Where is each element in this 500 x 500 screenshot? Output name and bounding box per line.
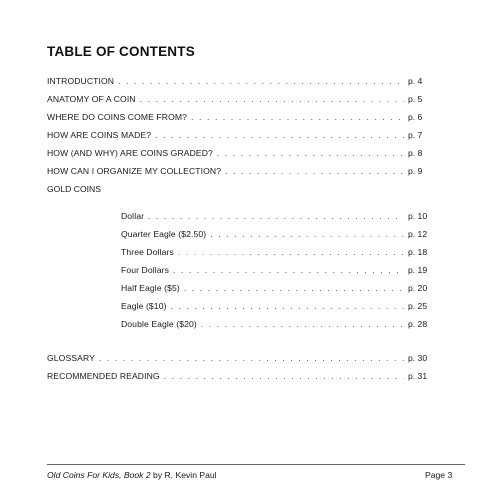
- toc-entry-label: HOW ARE COINS MADE?: [47, 130, 152, 140]
- toc-entry-page: p. 30: [408, 353, 428, 363]
- toc-subentry: [47, 297, 432, 315]
- toc-entry: [47, 162, 432, 180]
- toc-subentry: [47, 315, 432, 333]
- toc-subentry-page: p. 18: [408, 247, 428, 257]
- spacer: [47, 333, 432, 349]
- toc-entry-page: p. 6: [408, 112, 423, 122]
- dot-leader: [99, 349, 404, 367]
- footer-byline: by R. Kevin Paul: [150, 470, 217, 480]
- toc-entry-page: p. 31: [408, 371, 428, 381]
- table-of-contents: [47, 72, 432, 385]
- toc-subentry-label: Eagle ($10): [121, 301, 167, 311]
- toc-entry: [47, 90, 432, 108]
- toc-entry: [47, 108, 432, 126]
- toc-subentry-page: p. 12: [408, 229, 428, 239]
- dot-leader: [210, 225, 404, 243]
- toc-entry-label: WHERE DO COINS COME FROM?: [47, 112, 188, 122]
- toc-entry-label: HOW (AND WHY) ARE COINS GRADED?: [47, 148, 213, 158]
- toc-subentry-page: p. 25: [408, 301, 428, 311]
- footer-page-number: Page 3: [425, 470, 453, 480]
- toc-entry-page: p. 5: [408, 94, 423, 104]
- toc-subentry-label: Double Eagle ($20): [121, 319, 197, 329]
- toc-entry-label: HOW CAN I ORGANIZE MY COLLECTION?: [47, 166, 222, 176]
- dot-leader: [184, 279, 404, 297]
- dot-leader: [217, 144, 404, 162]
- toc-subentry-label: Quarter Eagle ($2.50): [121, 229, 207, 239]
- dot-leader: [173, 261, 404, 279]
- toc-subentry: [47, 225, 432, 243]
- dot-leader: [155, 126, 404, 144]
- toc-entry: [47, 144, 432, 162]
- toc-subentry-label: Half Eagle ($5): [121, 283, 180, 293]
- toc-subentry-page: p. 28: [408, 319, 428, 329]
- dot-leader: [164, 367, 404, 385]
- dot-leader: [148, 207, 404, 225]
- toc-entry: [47, 367, 432, 385]
- toc-entry: [47, 126, 432, 144]
- toc-entry-page: p. 8: [408, 148, 423, 158]
- toc-subentry-label: Four Dollars: [121, 265, 169, 275]
- toc-entry-page: p. 9: [408, 166, 423, 176]
- toc-entry-page: p. 4: [408, 76, 423, 86]
- dot-leader: [191, 108, 404, 126]
- toc-section-heading: GOLD COINS: [47, 184, 101, 194]
- toc-subentry-page: p. 20: [408, 283, 428, 293]
- dot-leader: [118, 72, 404, 90]
- toc-subentry-page: p. 10: [408, 211, 428, 221]
- toc-subentry-label: Three Dollars: [121, 247, 174, 257]
- toc-entry-label: RECOMMENDED READING: [47, 371, 160, 381]
- toc-subentry-page: p. 19: [408, 265, 428, 275]
- toc-entry-page: p. 7: [408, 130, 423, 140]
- footer-divider: [47, 464, 465, 465]
- footer-book-title: Old Coins For Kids, Book 2: [47, 470, 151, 480]
- toc-entry: [47, 72, 432, 90]
- toc-subentry: [47, 279, 432, 297]
- dot-leader: [225, 162, 404, 180]
- toc-subentry-label: Dollar: [121, 211, 145, 221]
- footer-credit: [47, 470, 217, 480]
- toc-entry-label: GLOSSARY: [47, 353, 95, 363]
- toc-title: TABLE OF CONTENTS: [47, 44, 195, 59]
- dot-leader: [171, 297, 404, 315]
- toc-entry-label: ANATOMY OF A COIN: [47, 94, 136, 104]
- toc-entry: [47, 349, 432, 367]
- dot-leader: [178, 243, 404, 261]
- toc-subentry: [47, 261, 432, 279]
- toc-entry-label: INTRODUCTION: [47, 76, 115, 86]
- dot-leader: [140, 90, 404, 108]
- toc-subentry: [47, 243, 432, 261]
- dot-leader: [201, 315, 404, 333]
- toc-subentry: [47, 207, 432, 225]
